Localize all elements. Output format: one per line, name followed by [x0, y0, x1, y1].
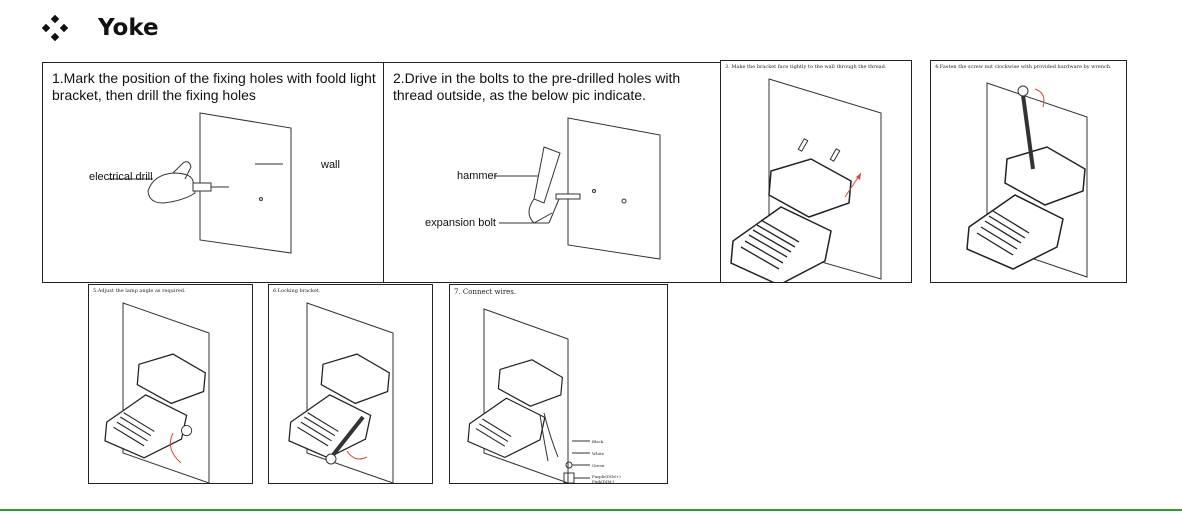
step-7-caption: 7. Connect wires. [454, 288, 517, 296]
step-7-drawing [450, 285, 668, 484]
step-3-caption: 3. Make the bracket face tightly to the wall through the thread. [725, 64, 887, 70]
expansion-bolt-label: expansion bolt [425, 217, 496, 229]
footer-rule [0, 509, 1182, 511]
step-1-caption: 1.Mark the position of the fixing holes with foold light bracket, then drill the fixing holes [52, 70, 376, 103]
wire-label-green: Green [592, 463, 605, 468]
wire-label-purple: Purple(DIM+) [592, 474, 621, 479]
section-heading [42, 12, 159, 44]
step-4-caption: 4.Fasten the screw nut clockwise with provided hardware by wrench. [935, 64, 1112, 70]
step-4-drawing [931, 61, 1127, 283]
wire-label-black: Black [592, 439, 604, 444]
step-4-panel [930, 60, 1127, 283]
step-3-panel [720, 60, 912, 283]
step-5-caption: 5.Adjust the lamp angle as required. [93, 288, 186, 294]
section-title: Yoke [98, 15, 159, 41]
electrical-drill-label: electrical drill [89, 171, 153, 183]
wire-label-white: White [592, 451, 604, 456]
step-5-panel [88, 284, 253, 484]
step-2-caption: 2.Drive in the bolts to the pre-drilled holes with thread outside, as the below pic indicate. [393, 70, 681, 103]
step-2-panel [383, 62, 723, 283]
step-7-panel [449, 284, 668, 484]
step-3-drawing [721, 61, 912, 283]
wall-label: wall [321, 159, 340, 171]
step-5-drawing [89, 285, 253, 484]
step-6-caption: 6.Locking bracket. [273, 288, 321, 294]
step-6-panel [268, 284, 433, 484]
four-diamond-bullet-icon [42, 15, 68, 41]
step-1-panel [42, 62, 384, 283]
hammer-label: hammer [457, 170, 498, 182]
step-2-drawing [384, 63, 723, 283]
wire-label-pink: Pink(DIM-) [592, 479, 615, 484]
step-6-drawing [269, 285, 433, 484]
